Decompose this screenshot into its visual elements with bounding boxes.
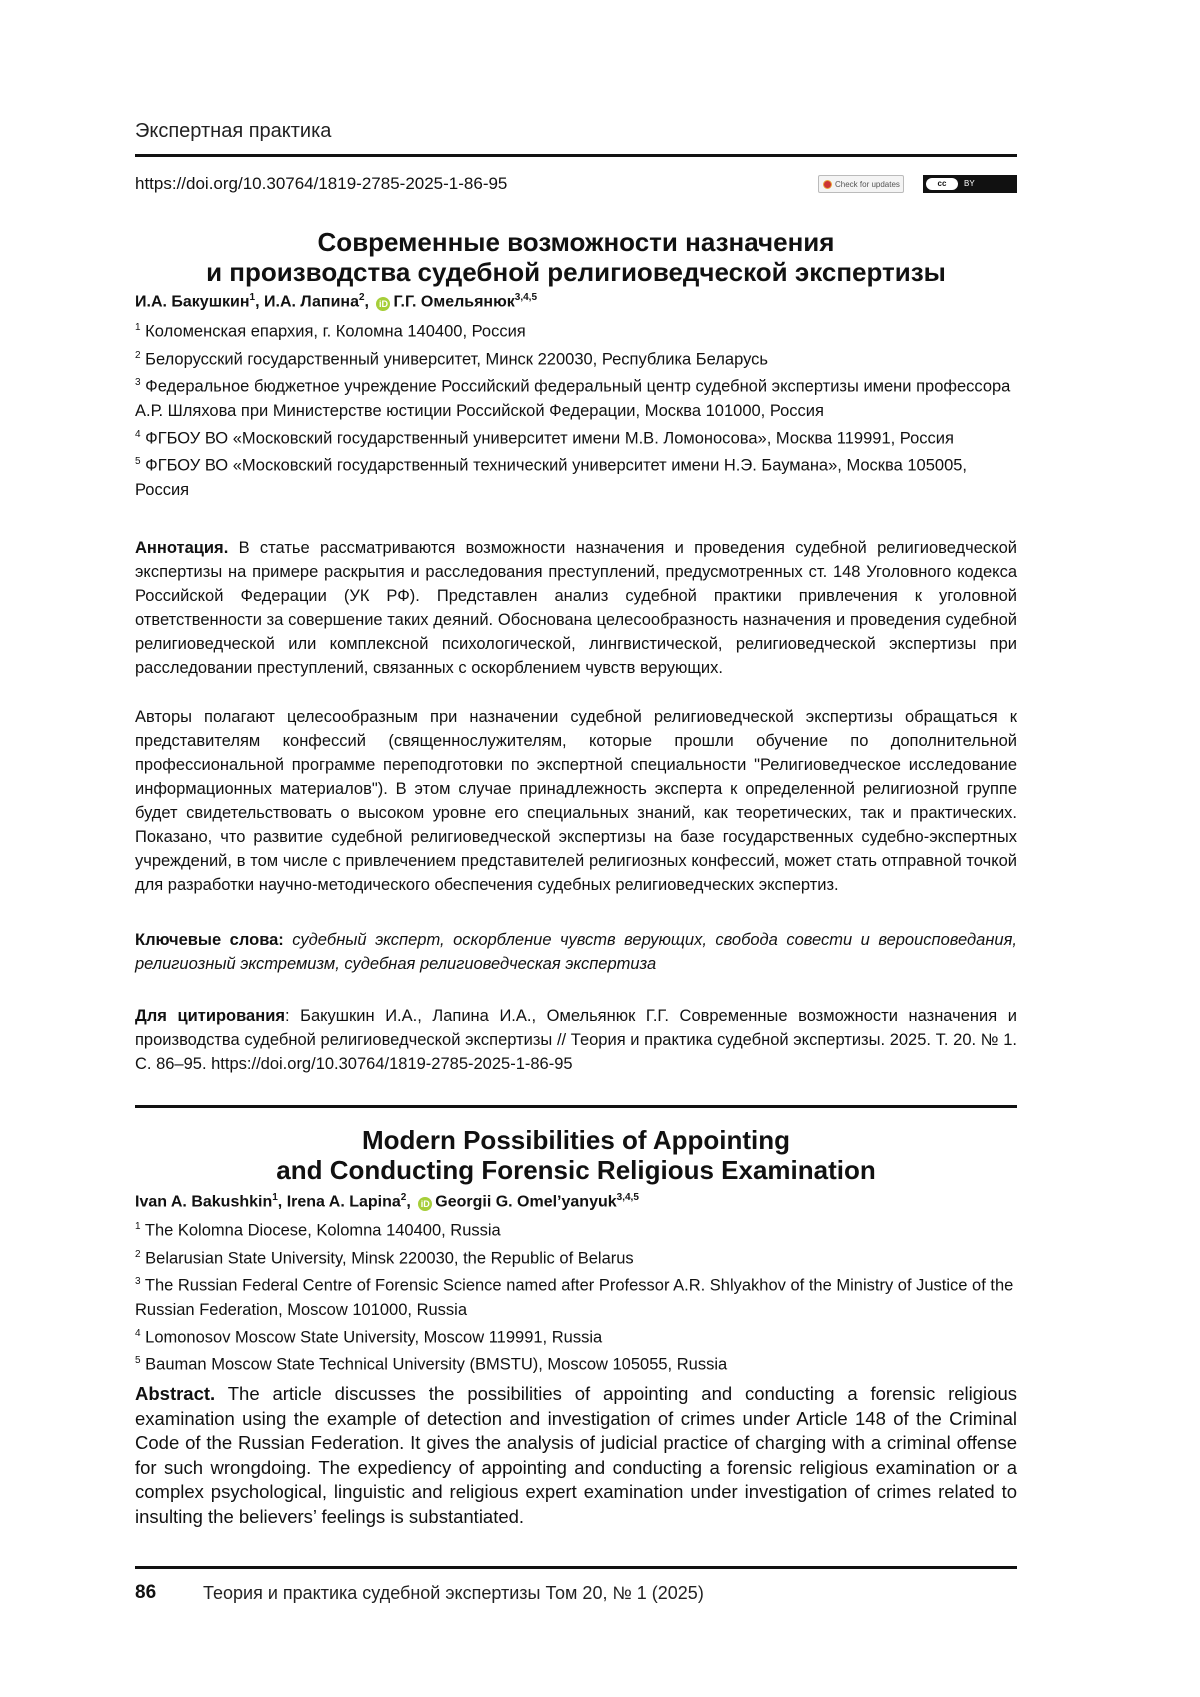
- author-sup: 2: [358, 292, 365, 303]
- en-affiliations: [135, 1215, 1017, 1377]
- abstract-text: The article discusses the possibilities of appointing and conducting a forensic religious examination using the example of detection and investigation of crimes under Article 148 of the Criminal Code of the Russian Federation. It gives the analysis of judicial practice of charging with a criminal offense for such wrongdoing. The expediency of appointing and conducting a forensic religious examination or a complex psychological, linguistic and religious expert examination under investigation of crimes related to insulting the believers’ feelings is substantiated.: [135, 1383, 1017, 1527]
- affiliation-text: ФГБОУ ВО «Московский государственный технический университет имени Н.Э. Баумана», Москва 105005, Россия: [135, 456, 968, 499]
- affiliation-text: Lomonosov Moscow State University, Moscow 119991, Russia: [145, 1328, 603, 1346]
- affiliation-text: The Kolomna Diocese, Kolomna 140400, Russia: [144, 1221, 501, 1240]
- ru-title-line2: и производства судебной религиоведческой экспертизы: [206, 257, 946, 287]
- author-sup: 1: [249, 292, 256, 303]
- affiliation-text: The Russian Federal Centre of Forensic Science named after Professor A.R. Shlyakhov of the Ministry of Justice of the Russian Federation, Moscow 101000, Russia: [135, 1276, 1014, 1319]
- abstract-label: Abstract.: [135, 1383, 216, 1404]
- check-for-updates-badge[interactable]: [818, 175, 904, 193]
- citation-label: Для цитирования: [135, 1007, 285, 1025]
- citation-text: : Бакушкин И.А., Лапина И.А., Омельянюк Г.Г. Современные возможности назначения и производства судебной религиоведческой экспертизы // Теория и практика судебной экспертизы. 2025. Т. 20. № 1. С. 86–95. https://doi.org/10.30764/1819-2785-2025-1-86-95: [135, 1007, 1017, 1073]
- section-title: Экспертная практика: [135, 120, 332, 142]
- ru-abstract-p1: [135, 536, 1017, 680]
- affiliation: [135, 1215, 1017, 1243]
- footer-rule: [135, 1566, 1017, 1569]
- en-authors: Ivan A. Bakushkin$^1$, Irena A. Lapina$^2$, iD Georgii G. Omel’yanyuk$^{3,4,5}$: [135, 1192, 639, 1211]
- affiliation-sup: 1: [135, 322, 141, 333]
- header-rule: [135, 154, 1017, 157]
- ru-citation: [135, 1004, 1017, 1076]
- orcid-icon[interactable]: iD: [376, 297, 390, 311]
- cc-by-license-badge[interactable]: [923, 175, 1017, 193]
- ru-title: [135, 227, 1017, 287]
- abstract-text: В статье рассматриваются возможности назначения и проведения судебной религиоведческой экспертизы на примере раскрытия и расследования преступлений, предусмотренных ст. 148 Уголовного кодекса Российской Федерации (УК РФ). Представлен анализ судебной практики привлечения к уголовной ответственности за совершение таких деяний. Обоснована целесообразность назначения и проведения судебной религиоведческой или комплексной психологической, лингвистической, религиоведческой экспертизы при расследовании преступлений, связанных с оскорблением чувств верующих.: [135, 539, 1017, 677]
- author-name: И.А. Бакушкин: [135, 293, 250, 311]
- affiliation: [135, 1270, 1017, 1322]
- by-label: BY: [960, 178, 1014, 190]
- doi-link[interactable]: https://doi.org/10.30764/1819-2785-2025-1-86-95: [135, 174, 508, 193]
- affiliation-text: Федеральное бюджетное учреждение Российский федеральный центр судебной экспертизы имени профессора А.Р. Шляхова при Министерстве юстиции Российской Федерации, Москва 101000, Россия: [135, 377, 1011, 420]
- affiliation: [135, 423, 1017, 451]
- affiliation: [135, 1349, 1017, 1377]
- ru-affiliations: [135, 316, 1017, 502]
- affiliation-text: Bauman Moscow State Technical University (BMSTU), Moscow 105055, Russia: [145, 1355, 728, 1374]
- author-sup: 2: [400, 1192, 407, 1203]
- affiliation-sup: 2: [135, 349, 141, 361]
- affiliation: [135, 450, 1017, 502]
- ru-title-line1: Современные возможности назначения: [317, 227, 835, 257]
- cc-icon: cc: [926, 178, 958, 190]
- affiliation-sup: 1: [135, 1221, 141, 1232]
- affiliation-sup: 4: [135, 428, 141, 440]
- en-abstract: [135, 1382, 1017, 1529]
- author-sup: 3,4,5: [514, 292, 538, 303]
- ru-authors: И.А. Бакушкин$^1$, И.А. Лапина$^2$, iD Г.Г. Омельянюк$^{3,4,5}$: [135, 292, 538, 311]
- page-number: 86: [135, 1582, 157, 1603]
- author-name: Irena A. Lapina: [286, 1193, 401, 1211]
- en-title-line2: and Conducting Forensic Religious Examination: [276, 1155, 876, 1185]
- author-sup: 1: [272, 1192, 278, 1203]
- author-name: Г.Г. Омельянюк: [393, 293, 515, 311]
- en-title: [135, 1125, 1017, 1185]
- journal-name: Теория и практика судебной экспертизы Том 20, № 1 (2025): [203, 1583, 704, 1603]
- en-title-line1: Modern Possibilities of Appointing: [361, 1125, 791, 1155]
- affiliation-sup: 5: [135, 1355, 141, 1366]
- author-name: Georgii G. Omel’yanyuk: [435, 1193, 617, 1211]
- affiliation: [135, 1322, 1017, 1350]
- affiliation-sup: 4: [135, 1327, 141, 1339]
- affiliation: [135, 371, 1017, 423]
- affiliation-text: Belarusian State University, Minsk 220030, the Republic of Belarus: [145, 1249, 634, 1267]
- affiliation-text: Белорусский государственный университет, Минск 220030, Республика Беларусь: [145, 350, 768, 368]
- ru-keywords: [135, 928, 1017, 976]
- affiliation: [135, 1243, 1017, 1271]
- author-sup: 3,4,5: [616, 1192, 639, 1203]
- affiliation-sup: 2: [135, 1248, 141, 1260]
- section-divider: [135, 1105, 1017, 1108]
- affiliation-text: ФГБОУ ВО «Московский государственный университет имени М.В. Ломоносова», Москва 119991, Россия: [145, 429, 954, 447]
- author-name: И.А. Лапина: [264, 293, 359, 311]
- orcid-icon[interactable]: iD: [418, 1197, 432, 1211]
- affiliation-text: Коломенская епархия, г. Коломна 140400, Россия: [145, 322, 526, 341]
- abstract-label: Аннотация.: [135, 539, 229, 557]
- check-updates-label: Check for updates: [835, 180, 900, 189]
- keywords-text: судебный эксперт, оскорбление чувств верующих, свобода совести и вероисповедания, религиозный экстремизм, судебная религиоведческая экспертиза: [135, 931, 1017, 973]
- crossmark-icon: [823, 180, 832, 189]
- affiliation: [135, 316, 1017, 344]
- author-name: Ivan A. Bakushkin: [135, 1193, 273, 1211]
- affiliation-sup: 3: [135, 1276, 141, 1287]
- keywords-label: Ключевые слова:: [135, 931, 284, 949]
- affiliation-sup: 5: [135, 456, 141, 467]
- affiliation-sup: 3: [135, 377, 141, 388]
- ru-abstract-p2: Авторы полагают целесообразным при назначении судебной религиоведческой экспертизы обращаться к представителям конфессий (священнослужителям, которые прошли обучение по дополнительной профессиональной программе переподготовки по экспертной специальности "Религиоведческое исследование информационных материалов"). В этом случае принадлежность эксперта к определенной религиозной группе будет свидетельствовать о высоком уровне его специальных знаний, как теоретических, так и практических. Показано, что развитие судебной религиоведческой экспертизы на базе государственных судебно-экспертных учреждений, в том числе с привлечением представителей религиозных конфессий, может стать отправной точкой для разработки научно-методического обеспечения судебных религиоведческих экспертиз.: [135, 708, 1017, 894]
- affiliation: [135, 344, 1017, 372]
